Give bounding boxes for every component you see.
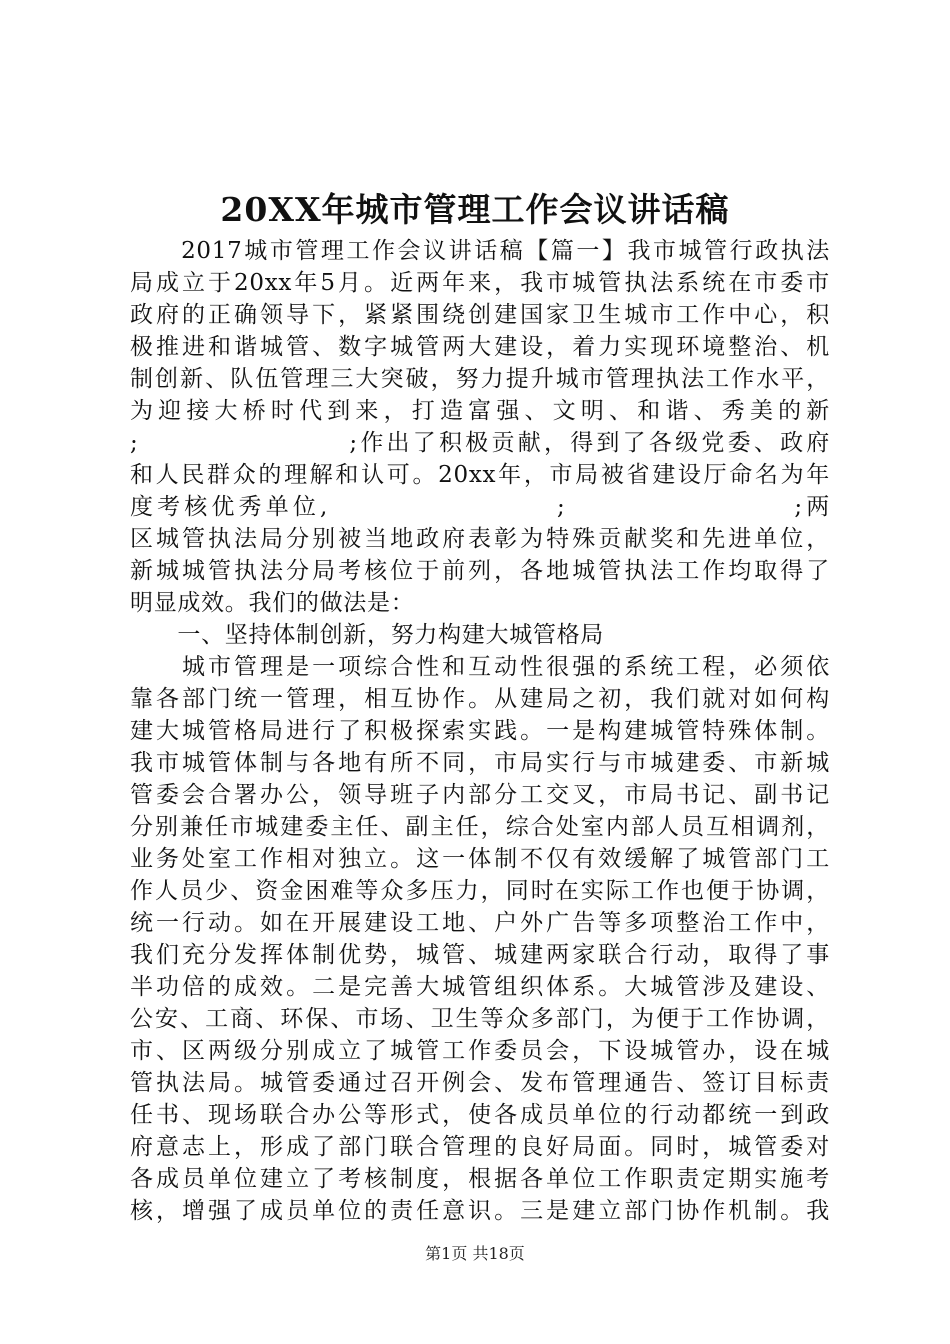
body-line: 区城管执法局分别被当地政府表彰为特殊贡献奖和先进单位， [130,526,830,552]
body-line: 业务处室工作相对独立。这一体制不仅有效缓解了城管部门工 [130,846,830,872]
body-line: 半功倍的成效。二是完善大城管组织体系。大城管涉及建设、 [130,974,830,1000]
body-line: 公安、工商、环保、市场、卫生等众多部门，为便于工作协调， [130,1006,830,1032]
body-line: ; ;作出了积极贡献，得到了各级党委、政府 [130,430,830,456]
body-line: 我们充分发挥体制优势，城管、城建两家联合行动，取得了事 [130,942,830,968]
body-line: 局成立于20xx年5月。近两年来，我市城管执法系统在市委市 [130,270,830,296]
body-line: 市、区两级分别成立了城管工作委员会，下设城管办，设在城 [130,1038,830,1064]
body-line: 核，增强了成员单位的责任意识。三是建立部门协作机制。我 [130,1198,830,1224]
body-line: 为迎接大桥时代到来，打造富强、文明、和谐、秀美的新 [130,398,830,424]
body-line: 极推进和谐城管、数字城管两大建设，着力实现环境整治、机 [130,334,830,360]
body-line: 和人民群众的理解和认可。20xx年，市局被省建设厅命名为年 [130,462,830,488]
body-line: 制创新、队伍管理三大突破，努力提升城市管理执法工作水平， [130,366,830,392]
body-line: 新城城管执法分局考核位于前列，各地城管执法工作均取得了 [130,558,830,584]
body-line: 2017城市管理工作会议讲话稿【篇一】我市城管行政执法 [130,238,830,264]
body-line: 政府的正确领导下，紧紧围绕创建国家卫生城市工作中心，积 [130,302,830,328]
body-line: 分别兼任市城建委主任、副主任，综合处室内部人员互相调剂， [130,814,830,840]
body-line: 度考核优秀单位, ; ;两 [130,494,830,520]
page-number-footer: 第1页 共18页 [425,1244,525,1263]
body-line: 统一行动。如在开展建设工地、户外广告等多项整治工作中， [130,910,830,936]
body-line: 城市管理是一项综合性和互动性很强的系统工程，必须依 [130,654,830,680]
body-line: 任书、现场联合办公等形式，使各成员单位的行动都统一到政 [130,1102,830,1128]
body-line: 明显成效。我们的做法是： [130,590,415,616]
body-line: 管委会合署办公，领导班子内部分工交叉，市局书记、副书记 [130,782,830,808]
body-line: 建大城管格局进行了积极探索实践。一是构建城管特殊体制。 [130,718,830,744]
body-line: 管执法局。城管委通过召开例会、发布管理通告、签订目标责 [130,1070,830,1096]
section-heading: 一、坚持体制创新，努力构建大城管格局 [130,622,604,648]
body-line: 府意志上，形成了部门联合管理的良好局面。同时，城管委对 [130,1134,830,1160]
body-line: 作人员少、资金困难等众多压力，同时在实际工作也便于协调， [130,878,830,904]
document-body [130,235,830,1227]
document-title: 20XX年城市管理工作会议讲话稿 [220,190,730,229]
body-line: 我市城管体制与各地有所不同，市局实行与市城建委、市新城 [130,750,830,776]
body-line: 靠各部门统一管理，相互协作。从建局之初，我们就对如何构 [130,686,830,712]
body-line: 各成员单位建立了考核制度，根据各单位工作职责定期实施考 [130,1166,830,1192]
